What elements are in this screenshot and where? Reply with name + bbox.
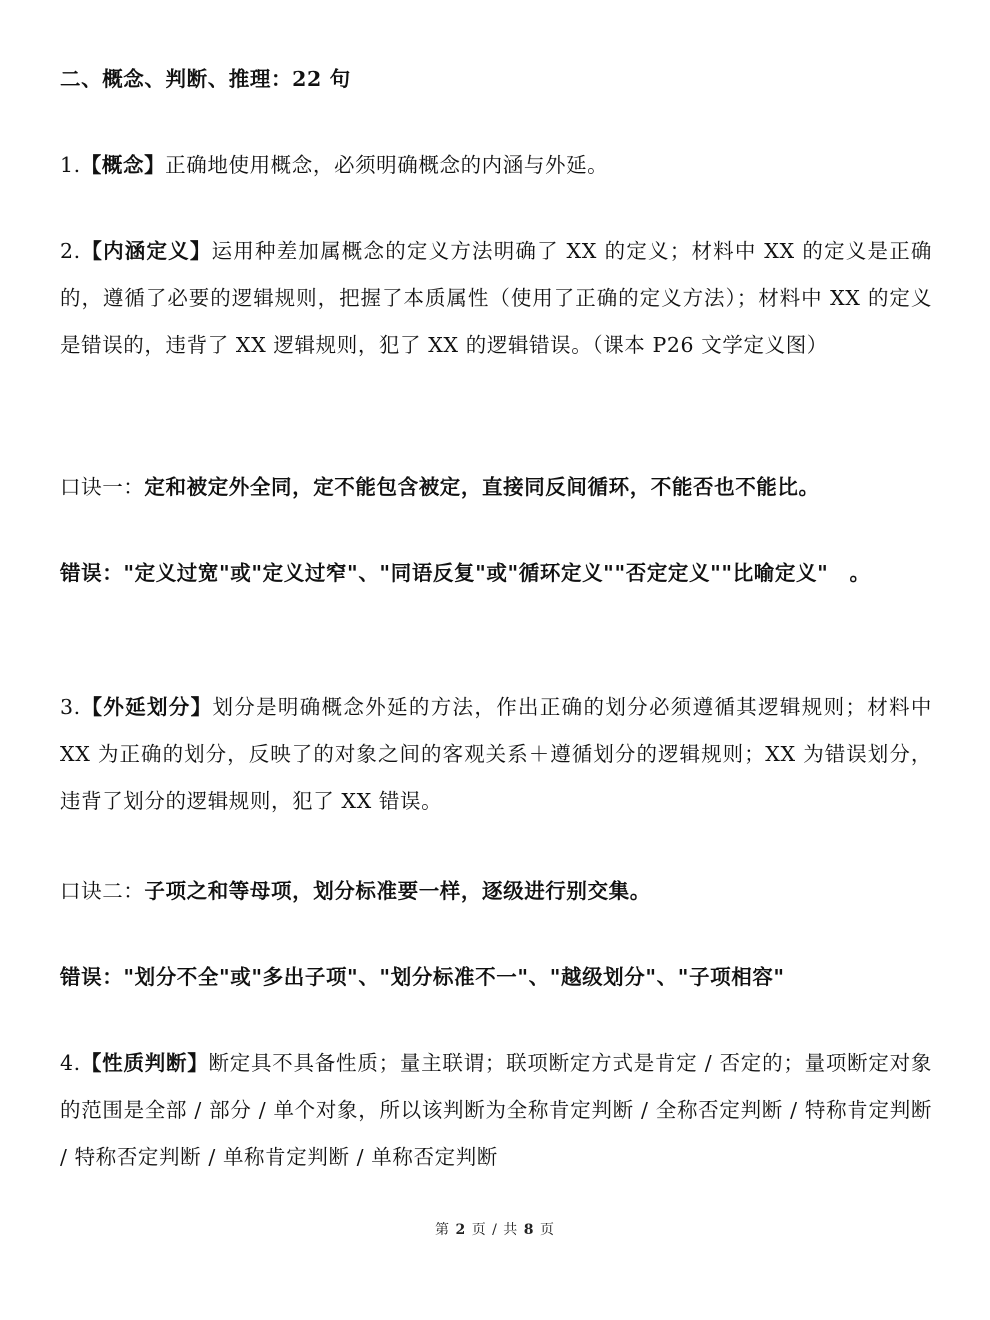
mnemonic-two	[60, 868, 932, 915]
total-page-count: 8	[523, 1222, 535, 1238]
item-text: 运用种差加属概念的定义方法明确了 XX 的定义；材料中 XX 的定义是正确的，遵循了必要的逻辑规则，把握了本质属性（使用了正确的定义方法）；材料中 XX 的定义是错误的，违背了 XX 逻辑规则，犯了 XX 的逻辑错误。（课本 P26 文学定义图）	[60, 239, 933, 357]
item-3	[60, 684, 932, 825]
current-page-number: 2	[455, 1222, 467, 1238]
item-number: 4.	[60, 1051, 81, 1075]
item-tag: 【性质判断】	[80, 1051, 209, 1075]
item-1	[60, 142, 932, 189]
errors-label: 错误：	[60, 965, 124, 989]
mnemonic-text: 子项之和等母项，划分标准要一样，逐级进行别交集。	[144, 879, 651, 903]
errors-two	[60, 954, 932, 1001]
mnemonic-label: 口诀二：	[60, 879, 145, 903]
item-4	[60, 1040, 932, 1181]
errors-text: "定义过宽"或"定义过窄"、"同语反复"或"循环定义""否定定义""比喻定义" 。	[123, 561, 871, 585]
item-number: 1.	[60, 153, 81, 177]
item-text: 断定具不具备性质；量主联谓；联项断定方式是肯定 / 否定的；量项断定对象的范围是全部 / 部分 / 单个对象，所以该判断为全称肯定判断 / 全称否定判断 / 特称肯定判断 / 特称否定判断 / 单称肯定判断 / 单称否定判断	[60, 1051, 932, 1169]
footer-suffix: 页	[539, 1222, 555, 1238]
page-footer	[0, 1219, 990, 1239]
item-text: 正确地使用概念，必须明确概念的内涵与外延。	[165, 153, 609, 177]
item-tag: 【概念】	[80, 153, 166, 177]
errors-one	[60, 550, 932, 597]
errors-text: "划分不全"或"多出子项"、"划分标准不一"、"越级划分"、"子项相容"	[123, 965, 785, 989]
mnemonic-text: 定和被定外全同，定不能包含被定，直接同反间循环，不能否也不能比。	[144, 475, 820, 499]
item-2	[60, 228, 932, 369]
item-tag: 【外延划分】	[80, 695, 213, 719]
errors-label: 错误：	[60, 561, 124, 585]
item-number: 3.	[60, 695, 81, 719]
section-title: 二、概念、判断、推理：22 句	[60, 67, 351, 91]
mnemonic-label: 口诀一：	[60, 475, 145, 499]
mnemonic-one	[60, 464, 932, 511]
item-tag: 【内涵定义】	[80, 239, 212, 263]
footer-prefix: 第	[435, 1222, 451, 1238]
item-number: 2.	[60, 239, 81, 263]
item-text: 划分是明确概念外延的方法，作出正确的划分必须遵循其逻辑规则；材料中 XX 为正确的划分，反映了的对象之间的客观关系＋遵循划分的逻辑规则；XX 为错误划分，违背了划分的逻辑规则，犯了 XX 错误。	[60, 695, 932, 813]
footer-middle: 页 / 共	[471, 1222, 519, 1238]
